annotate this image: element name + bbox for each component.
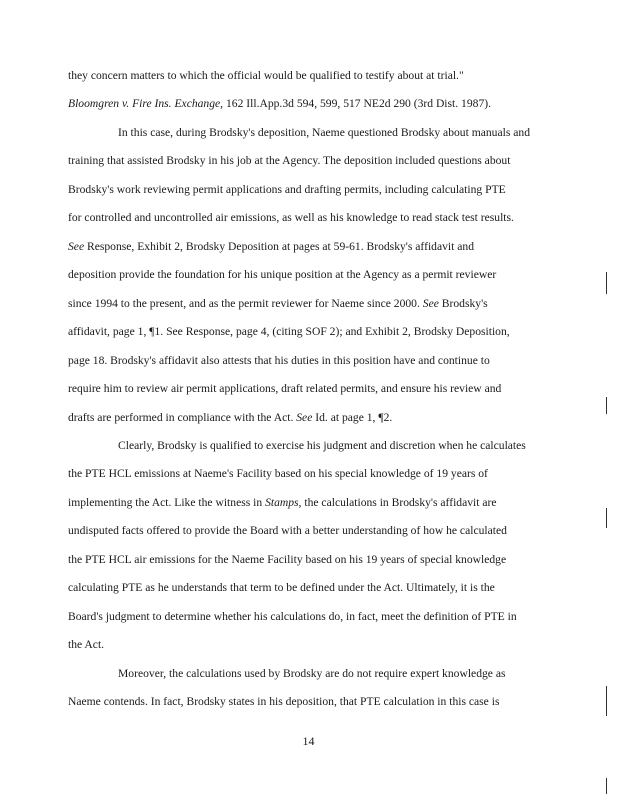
text-run: for controlled and uncontrolled air emissions, as well as his knowledge to read stack test results. (68, 211, 514, 224)
text-run: page 18. Brodsky's affidavit also attests that his duties in this position have and continue to (68, 354, 490, 367)
text-run: Moreover, the calculations used by Brodsky are do not require expert knowledge as (118, 667, 506, 680)
margin-mark (606, 397, 607, 414)
text-line (118, 439, 548, 453)
italic-citation: Stamps, (265, 496, 302, 509)
text-run: Board's judgment to determine whether his calculations do, in fact, meet the definition of PTE in (68, 610, 517, 623)
text-line (68, 467, 548, 481)
text-run: Brodsky's work reviewing permit applications and drafting permits, including calculating PTE (68, 183, 506, 196)
text-line (68, 553, 548, 567)
text-run: Response, Exhibit 2, Brodsky Deposition at pages at 59-61. Brodsky's affidavit and (84, 240, 474, 253)
text-run: drafts are performed in compliance with the Act. (68, 411, 297, 424)
margin-mark (606, 272, 607, 294)
text-line (68, 695, 548, 709)
text-line (68, 524, 548, 538)
text-line (68, 154, 548, 168)
text-run: since 1994 to the present, and as the permit reviewer for Naeme since 2000. (68, 297, 423, 310)
text-line (68, 354, 548, 368)
text-run: In this case, during Brodsky's deposition, Naeme questioned Brodsky about manuals and (118, 126, 530, 139)
text-run: require him to review air permit applications, draft related permits, and ensure his review and (68, 382, 502, 395)
italic-citation: Bloomgren v. Fire Ins. Exchange, (68, 97, 224, 110)
text-run: Brodsky's (438, 297, 488, 310)
text-line (68, 97, 548, 111)
text-run: calculating PTE as he understands that term to be defined under the Act. Ultimately, it is the (68, 581, 495, 594)
text-line (118, 667, 548, 681)
text-run: the Act. (68, 638, 105, 651)
text-line (68, 382, 548, 396)
text-line (68, 581, 548, 595)
text-run: deposition provide the foundation for his unique position at the Agency as a permit reviewer (68, 268, 497, 281)
text-run: training that assisted Brodsky in his job at the Agency. The deposition included questions about (68, 154, 511, 167)
text-run: the calculations in Brodsky's affidavit are (301, 496, 497, 509)
text-run: the PTE HCL emissions at Naeme's Facility based on his special knowledge of 19 years of (68, 467, 488, 480)
text-run: they concern matters to which the official would be qualified to testify about at trial." (68, 69, 464, 82)
text-run: affidavit, page 1, ¶1. See Response, page 4, (citing SOF 2); and Exhibit 2, Brodsky Deposition, (68, 325, 510, 338)
text-run: Clearly, Brodsky is qualified to exercise his judgment and discretion when he calculates (118, 439, 526, 452)
text-line (68, 297, 548, 311)
italic-citation: See (422, 297, 439, 310)
margin-mark (606, 778, 607, 794)
text-line (68, 69, 548, 83)
text-line (68, 496, 548, 510)
text-run: Naeme contends. In fact, Brodsky states in his deposition, that PTE calculation in this case is (68, 695, 500, 708)
text-line (68, 211, 548, 225)
margin-mark (606, 686, 607, 716)
text-line (68, 411, 548, 425)
text-run: the PTE HCL air emissions for the Naeme Facility based on his 19 years of special knowledge (68, 553, 507, 566)
text-run: 162 Ill.App.3d 594, 599, 517 NE2d 290 (3rd Dist. 1987). (223, 97, 492, 110)
italic-citation: See (296, 411, 313, 424)
text-line (68, 183, 548, 197)
text-line (68, 268, 548, 282)
text-line (68, 638, 548, 652)
italic-citation: See (68, 240, 85, 253)
page-number: 14 (302, 734, 315, 748)
text-line (118, 126, 548, 140)
text-line (68, 240, 548, 254)
text-run: undisputed facts offered to provide the Board with a better understanding of how he calculated (68, 524, 507, 537)
text-run: Id. at page 1, ¶2. (312, 411, 393, 424)
text-run: implementing the Act. Like the witness in (68, 496, 266, 509)
margin-mark (606, 508, 607, 528)
text-line (68, 325, 548, 339)
text-line (68, 610, 548, 624)
